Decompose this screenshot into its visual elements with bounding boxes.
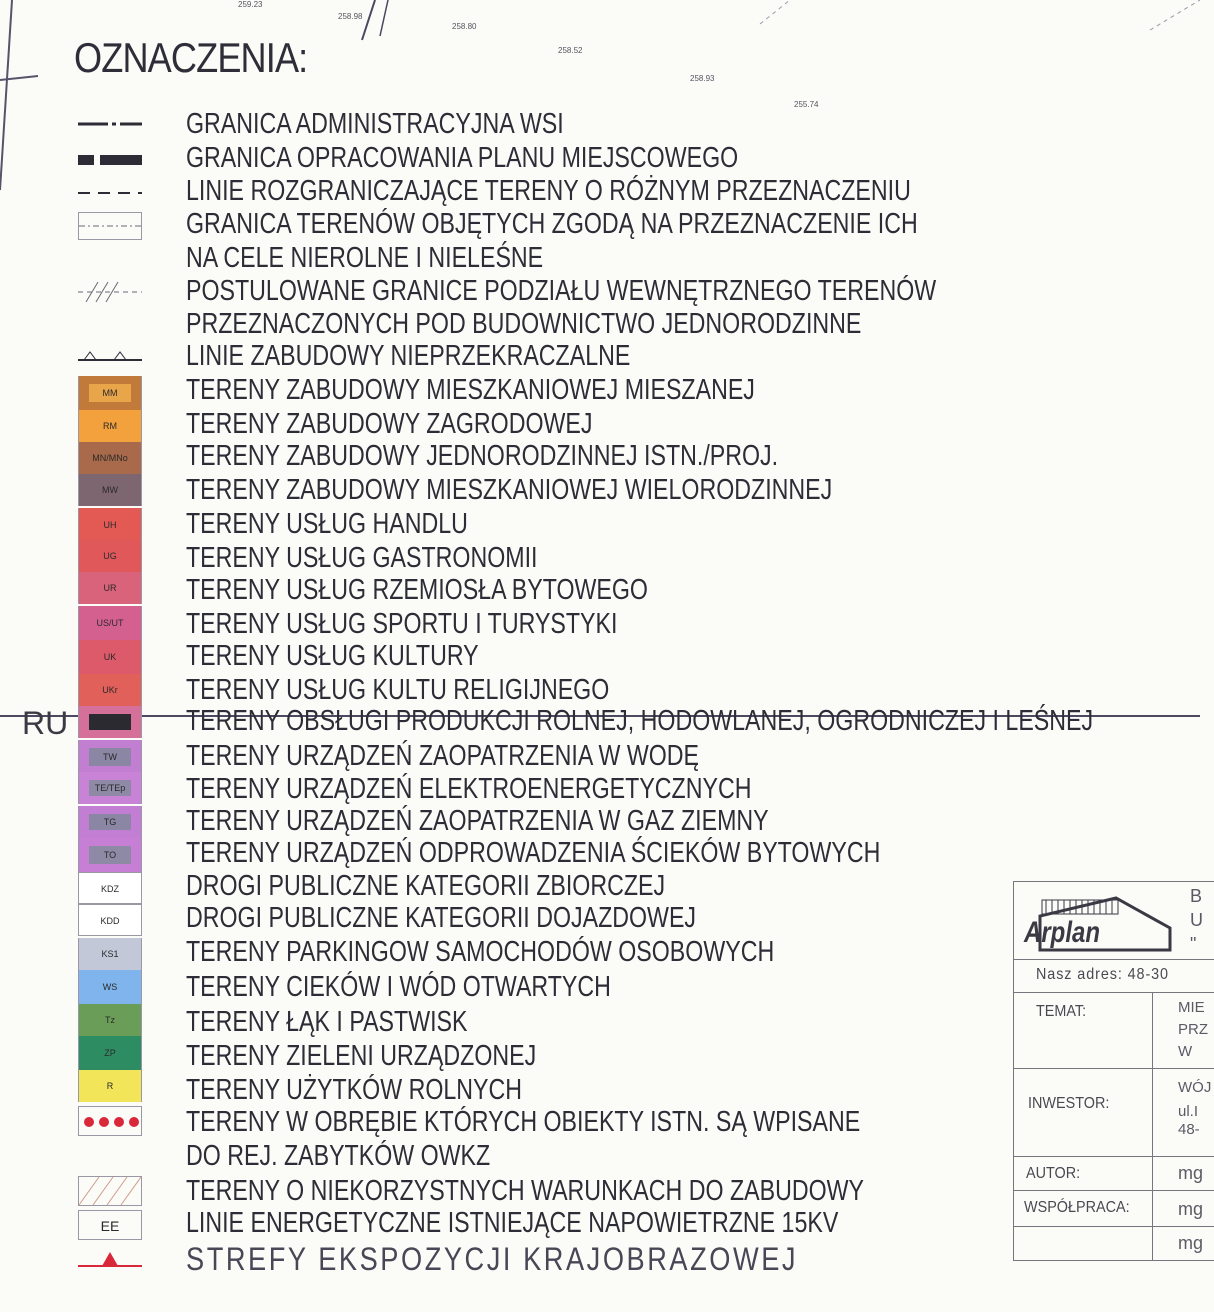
legend-symbol	[78, 1070, 142, 1102]
inwestor-value: ul.I	[1178, 1103, 1199, 1120]
legend-code: Tz	[105, 1015, 115, 1025]
legend-symbol	[78, 276, 142, 306]
address-text: Nasz adres: 48-30	[1036, 966, 1169, 983]
wspolpraca-row	[1014, 1190, 1214, 1227]
legend-code: KS1	[101, 949, 119, 959]
legend-label: GRANICA OPRACOWANIA PLANU MIEJSCOWEGO	[186, 142, 739, 174]
legend-code: EE	[100, 1218, 120, 1234]
legend-label: TERENY ZABUDOWY MIESZKANIOWEJ MIESZANEJ	[186, 374, 755, 406]
legend-symbol	[78, 508, 142, 542]
legend-label: TERENY ZABUDOWY ZAGRODOWEJ	[186, 408, 593, 440]
autor-value: mg	[1178, 1163, 1204, 1183]
legend-title: OZNACZENIA:	[74, 34, 308, 81]
legend-label: TERENY W OBRĘBIE KTÓRYCH OBIEKTY ISTN. SĄ WPISANE	[186, 1106, 861, 1138]
map-coordinate: 258.80	[452, 22, 477, 31]
legend-code: R	[106, 1081, 114, 1091]
legend-code: UK	[103, 652, 117, 662]
temat-label: TEMAT:	[1036, 1003, 1087, 1020]
legend-label: LINIE ROZGRANICZAJĄCE TERENY O RÓŻNYM PRZEZNACZENIU	[186, 175, 911, 207]
logo-text: Arplan	[1024, 916, 1101, 949]
legend-label: STREFY EKSPOZYCJI KRAJOBRAZOWEJ	[186, 1241, 799, 1277]
legend-label: POSTULOWANE GRANICE PODZIAŁU WEWNĘTRZNEGO TERENÓW	[186, 275, 937, 307]
legend-label: DO REJ. ZABYTKÓW OWKZ	[186, 1140, 491, 1172]
legend-code: UH	[103, 520, 117, 530]
ru-side-label: RU	[22, 705, 69, 741]
legend-symbol	[78, 442, 142, 474]
legend-symbol	[78, 148, 142, 172]
legend-label: TERENY URZĄDZEŃ ELEKTROENERGETYCZNYCH	[186, 773, 752, 805]
legend-symbol	[78, 970, 142, 1004]
legend-symbol	[78, 212, 142, 240]
map-coordinate: 258.52	[558, 46, 583, 55]
legend-symbol	[78, 740, 142, 774]
legend-label: TERENY ZABUDOWY JEDNORODZINNEJ ISTN./PROJ.	[186, 440, 779, 472]
legend-label: LINIE ENERGETYCZNE ISTNIEJĄCE NAPOWIETRZNE 15KV	[186, 1207, 839, 1239]
legend-symbol	[78, 110, 142, 138]
legend-symbol	[78, 376, 142, 410]
autor-label: AUTOR:	[1026, 1165, 1081, 1182]
title-letter: "	[1190, 934, 1197, 954]
legend-symbol	[78, 1210, 142, 1240]
legend-symbol	[78, 904, 142, 936]
inwestor-value: 48-	[1178, 1121, 1200, 1138]
wspolpraca-label: WSPÓŁPRACA:	[1024, 1199, 1130, 1216]
legend-code: UKr	[102, 685, 118, 695]
inwestor-label: INWESTOR:	[1028, 1095, 1110, 1112]
autor-row	[1014, 1156, 1214, 1191]
legend-label: TERENY PARKINGOW SAMOCHODÓW OSOBOWYCH	[186, 936, 775, 968]
map-coordinate: 259.23	[238, 0, 263, 9]
legend-label: NA CELE NIEROLNE I NIELEŚNE	[186, 242, 544, 274]
legend-code: UR	[103, 583, 117, 593]
legend-symbol	[78, 938, 142, 970]
legend-symbol	[78, 474, 142, 506]
legend-label: TERENY USŁUG HANDLU	[186, 508, 468, 540]
legend-label: TERENY URZĄDZEŃ ZAOPATRZENIA W GAZ ZIEMNY	[186, 805, 769, 837]
legend-code: UG	[103, 551, 117, 561]
legend-symbol	[78, 838, 142, 872]
legend-symbol	[78, 1248, 142, 1268]
legend-symbol	[78, 606, 142, 640]
legend-label: TERENY ZABUDOWY MIESZKANIOWEJ WIELORODZINNEJ	[186, 474, 833, 506]
legend-label: TERENY OBSŁUGI PRODUKCJI ROLNEJ, HODOWLANEJ, OGRODNICZEJ I LEŚNEJ	[186, 705, 1094, 737]
legend-symbol	[78, 342, 142, 370]
legend-label: TERENY USŁUG RZEMIOSŁA BYTOWEGO	[186, 574, 648, 606]
legend-code: KDZ	[101, 884, 119, 894]
legend-label: TERENY URZĄDZEŃ ODPROWADZENIA ŚCIEKÓW BYTOWYCH	[186, 837, 881, 869]
legend-code: TG	[103, 817, 117, 827]
legend-code: MW	[102, 485, 118, 495]
legend-label: DROGI PUBLICZNE KATEGORII DOJAZDOWEJ	[186, 902, 697, 934]
legend-symbol	[78, 706, 142, 738]
temat-row	[1014, 992, 1214, 1069]
legend-label: PRZEZNACZONYCH POD BUDOWNICTWO JEDNORODZINNE	[186, 308, 862, 340]
legend-code: MM	[102, 388, 118, 398]
title-letter: U	[1190, 910, 1203, 930]
temat-value: MIE	[1178, 999, 1205, 1016]
legend-code: ZP	[104, 1048, 116, 1058]
legend-label: TERENY URZĄDZEŃ ZAOPATRZENIA W WODĘ	[186, 740, 700, 772]
legend-code: WS	[102, 982, 118, 992]
legend-label: TERENY USŁUG KULTU RELIGIJNEGO	[186, 674, 610, 706]
temat-value: PRZ	[1178, 1021, 1208, 1038]
legend-symbol	[78, 1004, 142, 1036]
legend-symbol	[78, 1036, 142, 1070]
legend-symbol	[78, 572, 142, 604]
legend-label: TERENY ZIELENI URZĄDZONEJ	[186, 1040, 537, 1072]
legend-code: US/UT	[96, 618, 124, 628]
inwestor-value: WÓJ	[1178, 1079, 1212, 1096]
legend-label: GRANICA ADMINISTRACYJNA WSI	[186, 108, 564, 140]
legend-code: TW	[103, 752, 117, 762]
legend-label: TERENY USŁUG SPORTU I TURYSTYKI	[186, 608, 618, 640]
legend-symbol	[78, 674, 142, 706]
wspolpraca-value: mg	[1178, 1199, 1204, 1219]
title-letter: B	[1190, 886, 1203, 906]
map-coordinate: 255.74	[794, 100, 819, 109]
map-coordinate: 258.93	[690, 74, 715, 83]
legend-symbol	[78, 1106, 142, 1136]
title-block	[1013, 881, 1214, 1261]
map-coordinate: 258.98	[338, 12, 363, 21]
legend-label: LINIE ZABUDOWY NIEPRZEKRACZALNE	[186, 340, 631, 372]
legend-label: DROGI PUBLICZNE KATEGORII ZBIORCZEJ	[186, 870, 666, 902]
legend-label: TERENY CIEKÓW I WÓD OTWARTYCH	[186, 971, 611, 1003]
legend-code: TE/TEp	[94, 783, 126, 793]
legend-code: KDD	[100, 916, 120, 926]
address-row	[1014, 959, 1214, 990]
extra-value: mg	[1178, 1233, 1204, 1253]
legend-symbol	[78, 540, 142, 572]
inwestor-row	[1014, 1068, 1214, 1157]
legend-label: TERENY O NIEKORZYSTNYCH WARUNKACH DO ZABUDOWY	[186, 1175, 865, 1207]
legend-label: GRANICA TERENÓW OBJĘTYCH ZGODĄ NA PRZEZNACZENIE ICH	[186, 208, 918, 240]
legend-label: TERENY UŻYTKÓW ROLNYCH	[186, 1074, 523, 1106]
legend-label: TERENY USŁUG GASTRONOMII	[186, 542, 538, 574]
legend-symbol	[78, 182, 142, 204]
legend-symbol	[78, 640, 142, 674]
legend-label: TERENY ŁĄK I PASTWISK	[186, 1006, 468, 1038]
legend-symbol	[78, 1176, 142, 1206]
legend-symbol	[78, 772, 142, 804]
legend-label: TERENY USŁUG KULTURY	[186, 640, 479, 672]
temat-value: W	[1178, 1043, 1193, 1060]
legend-symbol	[78, 872, 142, 904]
legend-code: RM	[103, 421, 117, 431]
legend-code: TO	[103, 850, 117, 860]
legend-symbol	[78, 410, 142, 442]
legend-symbol	[78, 806, 142, 838]
extra-row	[1014, 1226, 1214, 1261]
legend-code: MN/MNo	[92, 453, 128, 463]
